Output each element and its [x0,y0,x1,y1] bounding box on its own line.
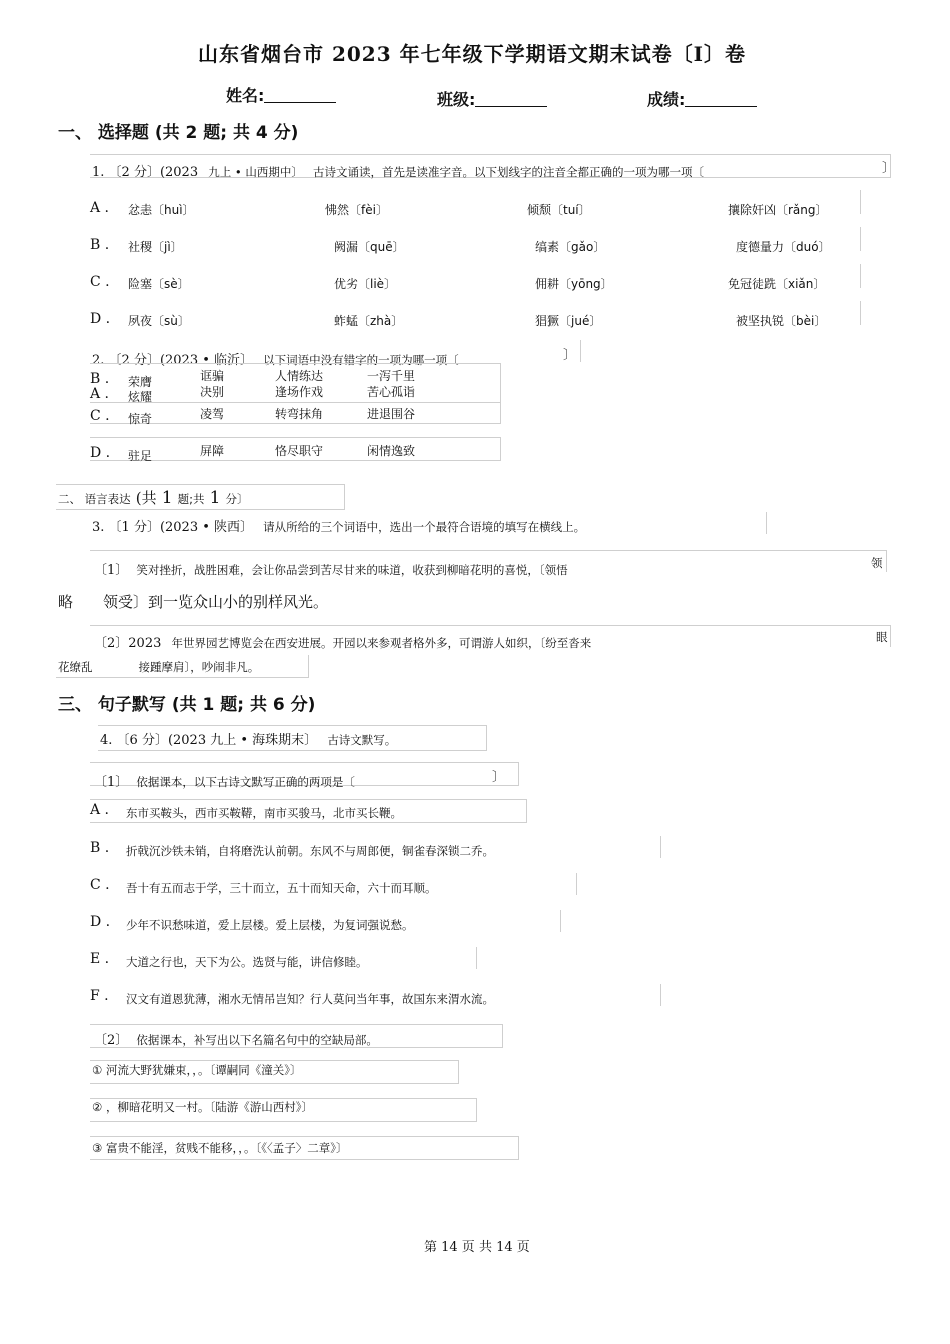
q1-option-d-letter[interactable]: D . [90,311,111,327]
q3-p1-rule-right [886,550,887,572]
q4-option-c-rule [576,873,577,895]
q3-p1-right: 领 [871,556,883,570]
q4-option-b-text: 折戟沉沙铁未销，自将磨洗认前朝。东风不与周郎便，铜雀春深锁二乔。 [126,844,494,858]
q1-option-c-letter[interactable]: C . [90,274,110,290]
q1-stem-close: 〕 [882,161,896,176]
q3-text: 请从所给的三个词语中，选出一个最符合语境的填写在横线上。 [263,520,586,534]
q2-option-c-letter[interactable]: C . [90,408,110,424]
q1-number: 1. 〔2 分〕(2023 [92,165,199,180]
q1-option-d-4: 被坚执锐〔bèi〕 [736,314,827,328]
section-2-prefix: 二、 语言表达 [58,492,131,506]
score-field [647,87,757,110]
q4-option-d-letter[interactable]: D . [90,914,111,930]
section-2-title [58,487,249,508]
q2-option-a-3: 逢场作戏 [275,385,324,399]
q4-option-c-letter[interactable]: C . [90,877,110,893]
q4-option-f-text: 汉文有道恩犹薄，湘水无情吊岂知？行人莫问当年事，故国东来渭水流。 [126,992,494,1006]
q1-stem [92,161,704,180]
q2-option-d-2: 屏障 [200,444,225,458]
q3-p1-line2: 略 领受〕到一览众山小的别样风光。 [58,593,329,611]
q1-option-c-4: 免冠徒跣〔xiǎn〕 [728,277,826,291]
q4-option-e-letter[interactable]: E . [90,951,110,967]
q3-p2-number: 〔2〕2023 [94,636,162,651]
q2-option-a-letter[interactable]: A . [90,386,110,402]
q1-option-d-rule [860,301,861,325]
section-2-count: 1 [161,488,173,508]
q4-p2 [94,1029,378,1048]
q4-fill-3[interactable]: ③ 富贵不能淫，贫贱不能移，，。〔《〈孟子〉二章》〕 [92,1141,348,1155]
section-2-fen: 分〕 [225,492,249,506]
q3-p1-rule [90,550,886,551]
q3-p2-right: 眼 [876,630,888,644]
q3-p1-number: 〔1〕 [94,563,129,578]
score-blank [685,92,757,107]
q1-option-d-3: 猖獗〔jué〕 [535,314,602,328]
q1-option-d-2: 蚱蜢〔zhà〕 [334,314,404,328]
q2-option-d-letter[interactable]: D . [90,445,111,461]
q1-option-a-4: 攘除奸凶〔rǎng〕 [728,203,828,217]
q1-option-c-1: 险塞〔sè〕 [128,277,190,291]
q1-source: 九上 • 山西期中〕 [208,165,303,179]
q4-fill-1[interactable]: ① 河流大野犹嫌束，，。〔谭嗣同《潼关》〕 [92,1063,302,1077]
q1-option-a-1: 忿恚〔huì〕 [128,203,195,217]
q1-option-a-rule [860,190,861,214]
section-2-paren: (共 [135,489,157,507]
q1-option-a-3: 倾颓〔tuí〕 [527,203,591,217]
q4-option-e-rule [476,947,477,969]
class-field [437,87,547,110]
q1-option-b-3: 缟素〔gǎo〕 [535,240,606,254]
q4-p1-number: 〔1〕 [94,775,129,790]
q4-option-f-letter[interactable]: F . [90,988,109,1004]
q2-option-a-1: 炫耀 [128,390,153,404]
q2-text: 以下词语中没有错字的一项为哪一项〔 [263,353,459,367]
q3-p1-text: 笑对挫折，战胜困难，会让你品尝到苦尽甘来的味道，收获到柳暗花明的喜悦，〔领悟 [136,563,568,577]
q2-stem-rule [580,340,581,362]
q4-fill-2[interactable]: ② ，柳暗花明又一村。〔陆游《游山西村》〕 [92,1100,313,1114]
q1-option-b-letter[interactable]: B . [90,237,110,253]
q3-p2 [94,632,591,651]
q1-option-c-3: 佣耕〔yōng〕 [535,277,613,291]
q4-p1 [94,771,355,790]
q3-p2-text: 年世界园艺博览会在西安进展。开园以来参观者格外多，可谓游人如织，〔纷至沓来 [171,636,592,650]
q3-p1 [94,559,568,578]
q4-option-f-rule [660,984,661,1006]
q2-option-b-1: 荣膺 [128,375,153,389]
q4-option-d-text: 少年不识愁味道，爱上层楼。爱上层楼，为复词强说愁。 [126,918,414,932]
q1-option-a-letter[interactable]: A . [90,200,110,216]
q1-option-b-2: 阙漏〔quē〕 [334,240,405,254]
q2-option-d-3: 恪尽职守 [275,444,324,458]
q4-option-b-letter[interactable]: B . [90,840,110,856]
name-blank [264,88,336,103]
q3-stem [92,516,585,535]
name-field [226,83,336,106]
q2-option-a-4: 苦心孤诣 [367,385,416,399]
page-title: 山东省烟台市 2023 年七年级下学期语文期末试卷〔I〕卷 [198,42,746,66]
q4-option-a-letter[interactable]: A . [90,802,110,818]
q4-text: 古诗文默写。 [327,733,397,747]
q4-p2-text: 依据课本，补写出以下名篇名句中的空缺局部。 [136,1033,378,1047]
section-1-title: 一、 选择题 (共 2 题; 共 4 分) [58,123,299,143]
q2-option-c-2: 凌驾 [200,407,225,421]
q1-option-c-rule [860,264,861,288]
name-label: 姓名: [226,86,265,105]
q1-option-a-2: 怫然〔fèi〕 [325,203,388,217]
q4-stem [100,729,396,748]
score-label: 成绩: [647,90,686,109]
q4-option-c-text: 吾十有五而志于学，三十而立，五十而知天命，六十而耳顺。 [126,881,437,895]
q2-option-b-3: 人情练达 [275,369,324,383]
q4-option-a-text: 东市买鞍头，西市买鞍鞯，南市买骏马，北市买长鞭。 [126,806,402,820]
q3-p2-line2: 花缭乱 接踵摩肩〕，吵闹非凡。 [58,660,260,674]
class-label: 班级: [437,90,476,109]
class-blank [475,92,547,107]
section-3-title: 三、 句子默写 (共 1 题; 共 6 分) [58,695,316,715]
q1-option-d-1: 夙夜〔sù〕 [128,314,190,328]
page-footer: 第 14 页 共 14 页 [424,1240,530,1255]
q4-option-d-rule [560,910,561,932]
q2-option-c-4: 进退围谷 [367,407,416,421]
q1-option-b-rule [860,227,861,251]
q2-number: 2. 〔2 分〕(2023 • 临沂〕 [92,353,254,368]
q1-option-b-1: 社稷〔jì〕 [128,240,183,254]
q3-stem-rule [766,512,767,534]
section-2-points: 1 [209,488,221,508]
q2-option-a-2: 决别 [200,385,225,399]
q4-p1-close: 〕 [492,770,506,785]
q1-text: 古诗文诵读，首先是读准字音。以下划线字的注音全都正确的一项为哪一项〔 [312,165,704,179]
q2-option-b-letter[interactable]: B . [90,371,110,387]
q4-number: 4. 〔6 分〕(2023 九上 • 海珠期末〕 [100,733,318,748]
q2-option-b-2: 诓骗 [200,369,225,383]
q3-p2-rule [90,625,890,626]
q2-option-b-4: 一泻千里 [367,369,416,383]
section-2-ti: 题;共 [177,492,205,506]
q3-p2-rule-right [890,625,891,647]
q4-option-b-rule [660,836,661,858]
q2-option-c-3: 转弯抹角 [275,407,324,421]
q1-option-b-4: 度德量力〔duó〕 [736,240,831,254]
q2-option-c-1: 惊奇 [128,412,153,426]
q4-p2-number: 〔2〕 [94,1033,129,1048]
q3-number: 3. 〔1 分〕(2023 • 陕西〕 [92,520,254,535]
q4-option-e-text: 大道之行也，天下为公。选贤与能，讲信修睦。 [126,955,368,969]
q2-option-d-1: 驻足 [128,449,153,463]
q2-option-d-4: 闲情逸致 [367,444,416,458]
q1-option-c-2: 优劣〔liè〕 [334,277,397,291]
q4-p1-text: 依据课本，以下古诗文默写正确的两项是〔 [136,775,355,789]
q2-stem-close: 〕 [563,348,577,363]
